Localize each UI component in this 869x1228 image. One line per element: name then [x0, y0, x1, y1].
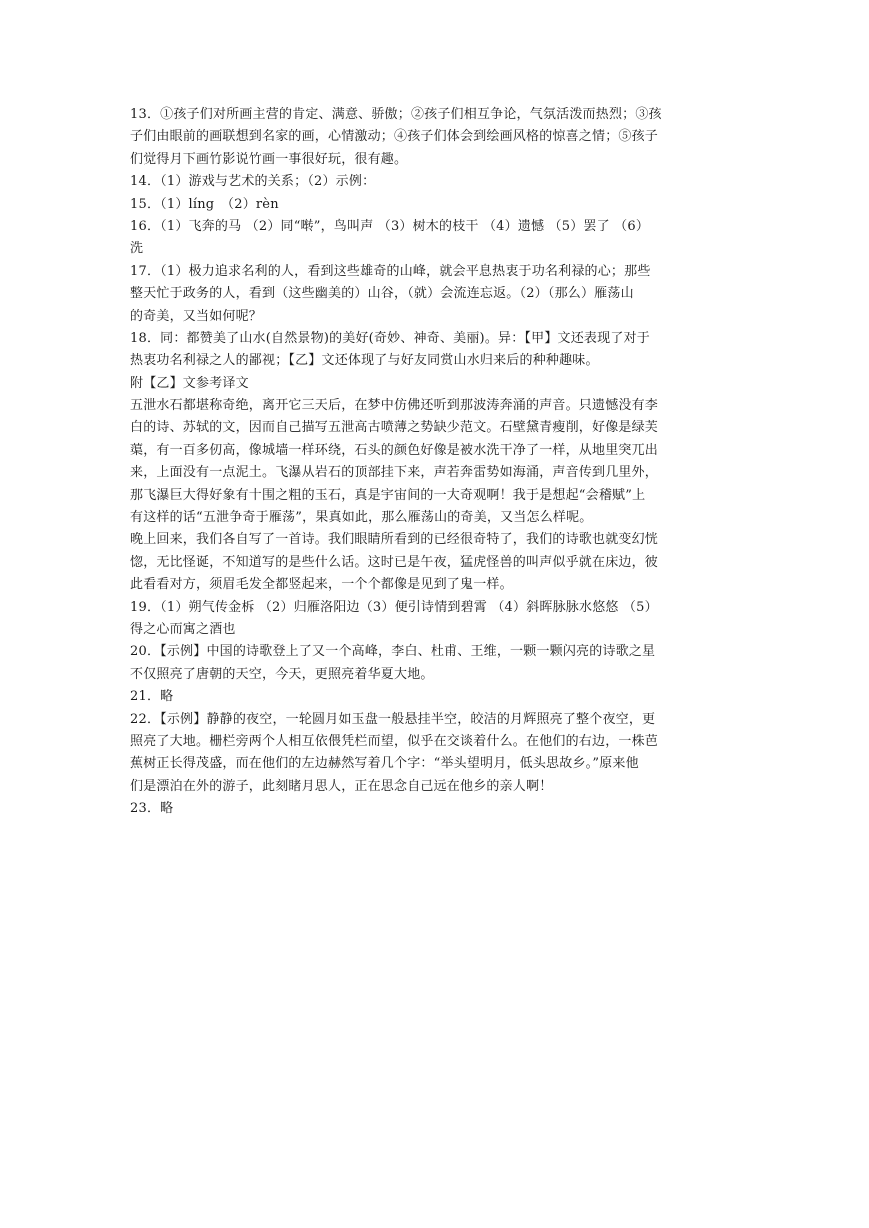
text-line: 热衷功名利禄之人的鄙视；【乙】文还体现了与好友同赏山水归来后的种种趣味。: [130, 353, 599, 369]
text-line: 们觉得月下画竹影说竹画一事很好玩，很有趣。: [130, 151, 408, 167]
text-line: 得之心而寓之酒也: [130, 621, 236, 637]
text-line: 23．略: [130, 801, 174, 817]
text-line: 那飞瀑巨大得好象有十围之粗的玉石，真是宇宙间的一大奇观啊！我于是想起“会稽赋”上: [130, 487, 646, 503]
text-line: 惚，无比怪诞，不知道写的是些什么话。这时已是午夜，猛虎怪兽的叫声似乎就在床边，彼: [130, 554, 659, 570]
text-line: 22．【示例】静静的夜空，一轮圆月如玉盘一般悬挂半空，皎洁的月辉照亮了整个夜空，更: [130, 711, 656, 727]
text-line: 16．（1）飞奔的马 （2）同“啭”，鸟叫声 （3）树木的枝干 （4）遗憾 （5）罢了 （6）: [130, 218, 650, 234]
text-line: 不仅照亮了唐朝的天空，今天，更照亮着华夏大地。: [130, 666, 434, 682]
answer-document: [130, 104, 738, 821]
text-line: 15．（1）líng （2）rèn: [130, 196, 279, 212]
text-line: 有这样的话“五泄争奇于雁荡”，果真如此，那么雁荡山的奇美，又当怎么样呢。: [130, 510, 593, 526]
text-line: 13．①孩子们对所画主营的肯定、满意、骄傲；②孩子们相互争论，气氛活泼而热烈；③孩: [130, 107, 662, 122]
text-line: 来，上面没有一点泥土。飞瀑从岩石的顶部挂下来，声若奔雷势如海涌，声音传到几里外，: [130, 465, 659, 481]
text-line: 此看看对方，须眉毛发全都竖起来，一个个都像是见到了鬼一样。: [130, 577, 513, 593]
section-heading: 附【乙】文参考译文: [130, 375, 249, 391]
text-line: 蕖，有一百多仞高，像城墙一样环绕，石头的颜色好像是被水洗干净了一样，从地里突兀出: [130, 442, 659, 458]
text-line: 17．（1）极力追求名利的人，看到这些雄奇的山峰，就会平息热衷于功名利禄的心；那些: [130, 263, 651, 279]
text-line: 晚上回来，我们各自写了一首诗。我们眼睛所看到的已经很奇特了，我们的诗歌也就变幻恍: [130, 532, 659, 548]
text-line: 五泄水石都堪称奇绝，离开它三天后，在梦中仿佛还听到那波涛奔涌的声音。只遗憾没有李: [130, 398, 659, 414]
text-line: 们是漂泊在外的游子，此刻睹月思人，正在思念自己远在他乡的亲人啊！: [130, 778, 553, 794]
text-line: 整天忙于政务的人，看到（这些幽美的）山谷，（就）会流连忘返。（2）（那么）雁荡山: [130, 286, 634, 302]
text-line: 19．（1）朔气传金柝 （2）归雁洛阳边（3）便引诗情到碧霄 （4）斜晖脉脉水悠悠 （5）: [130, 599, 658, 615]
text-line: 洗: [130, 241, 144, 257]
text-line: 18．同：都赞美了山水(自然景物)的美好(奇妙、神奇、美丽)。异：【甲】文还表现了对于: [130, 330, 650, 346]
text-line: 20．【示例】中国的诗歌登上了又一个高峰，李白、杜甫、王维，一颗一颗闪亮的诗歌之星: [130, 644, 656, 660]
text-line: 14．（1）游戏与艺术的关系；（2）示例：: [130, 174, 376, 190]
text-line: 蕉树正长得茂盛，而在他们的左边赫然写着几个字：“举头望明月，低头思故乡。”原来他: [130, 756, 639, 772]
text-line: 白的诗、苏轼的文，因而自己描写五泄高古喷薄之势缺少范文。石壁黛青瘦削，好像是绿芙: [130, 420, 659, 436]
text-line: 照亮了大地。栅栏旁两个人相互依偎凭栏而望，似乎在交谈着什么。在他们的右边，一株芭: [130, 733, 659, 749]
text-line: 21．略: [130, 689, 174, 705]
text-line: 子们由眼前的画联想到名家的画，心情激动；④孩子们体会到绘画风格的惊喜之情；⑤孩子: [130, 129, 659, 145]
text-line: 的奇美，又当如何呢？: [130, 308, 263, 324]
